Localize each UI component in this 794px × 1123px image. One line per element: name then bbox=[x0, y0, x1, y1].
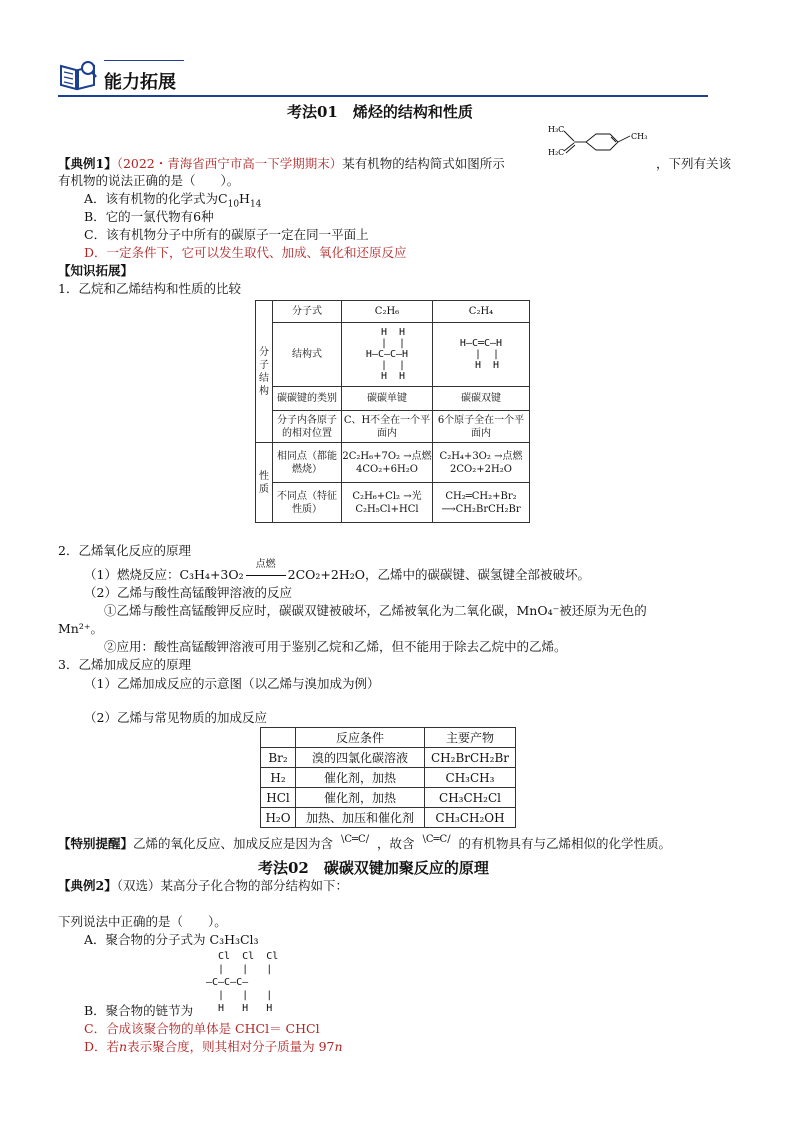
cell: CH₂BrCH₂Br bbox=[425, 748, 516, 768]
double-bond-glyph: \C═C/ bbox=[341, 834, 370, 845]
table-row bbox=[261, 808, 516, 828]
knowledge-item-2: 2．乙烯氧化反应的原理 bbox=[58, 543, 191, 558]
cell: HCl bbox=[261, 788, 296, 808]
cell: H₂O bbox=[261, 808, 296, 828]
ethane-structure: H H | | H—C—C—H | | H H bbox=[342, 323, 433, 387]
cell: Br₂ bbox=[261, 748, 296, 768]
tip-text-1: 乙烯的氧化反应、加成反应是因为含 bbox=[133, 836, 334, 851]
option-a-pre: A．该有机物的化学式为C bbox=[84, 191, 228, 206]
tip-label: 【特别提醒】 bbox=[58, 836, 134, 851]
cell: 溴的四氯化碳溶液 bbox=[296, 748, 425, 768]
cell: 6个原子全在一个平面内 bbox=[433, 411, 530, 443]
section-2-title: 考法02 碳碳双键加聚反应的原理 bbox=[258, 859, 489, 877]
cell: CH₃CH₂Cl bbox=[425, 788, 516, 808]
row-head: 结构式 bbox=[273, 323, 342, 387]
cell: CH₃CH₃ bbox=[425, 768, 516, 788]
header-top-rule bbox=[104, 60, 184, 61]
knowledge-item-3: 3．乙烯加成反应的原理 bbox=[58, 657, 191, 672]
item-2-2a: ①乙烯与酸性高锰酸钾反应时，碳碳双键被破坏，乙烯被氧化为二氧化碳，MnO₄⁻被还原为无色的 bbox=[104, 603, 647, 618]
cell: 2C₂H₆+7O₂ →点燃 4CO₂+6H₂O bbox=[342, 443, 433, 483]
example-1-line2: 有机物的说法正确的是（ ）。 bbox=[58, 173, 240, 188]
mol-h2c: H₂C bbox=[548, 148, 565, 157]
example-2-question: 下列说法中正确的是（ ）。 bbox=[58, 914, 227, 929]
cell: 加热、加压和催化剂 bbox=[296, 808, 425, 828]
example-2-label: 【典例2】 bbox=[58, 878, 117, 893]
row-head: 分子式 bbox=[273, 301, 342, 323]
mol-ch3: CH₃ bbox=[631, 132, 648, 141]
double-bond-glyph: \C═C/ bbox=[422, 834, 451, 845]
option-c: C．该有机物分子中所有的碳原子一定在同一平面上 bbox=[84, 227, 369, 242]
special-tip bbox=[58, 836, 671, 854]
molecule-structure bbox=[548, 122, 658, 160]
knowledge-item-1: 1．乙烷和乙烯结构和性质的比较 bbox=[58, 281, 241, 296]
example-1-line bbox=[58, 156, 505, 172]
row-head: 碳碳键的类别 bbox=[273, 387, 342, 411]
item-2-2a-tail: Mn²⁺。 bbox=[58, 621, 103, 636]
cell: CH₂═CH₂+Br₂ ⟶CH₂BrCH₂Br bbox=[433, 483, 530, 523]
example-1-label: 【典例1】 bbox=[58, 156, 117, 171]
header-logo bbox=[58, 58, 98, 92]
option-a-sub1: 10 bbox=[227, 199, 240, 210]
row-head: 相同点（都能燃烧） bbox=[273, 443, 342, 483]
option-2a: A．聚合物的分子式为 C₃H₃Cl₃ bbox=[84, 932, 259, 947]
item-3-2: （2）乙烯与常见物质的加成反应 bbox=[84, 710, 267, 725]
row-head: 不同点（特征性质） bbox=[273, 483, 342, 523]
cell: C₂H₆ bbox=[342, 301, 433, 323]
table-row bbox=[261, 768, 516, 788]
row-head: 分子内各原子的相对位置 bbox=[273, 411, 342, 443]
option-d: D．一定条件下，它可以发生取代、加成、氧化和还原反应 bbox=[84, 245, 407, 260]
cell: H₂ bbox=[261, 768, 296, 788]
cell: C₂H₄+3O₂ →点燃 2CO₂+2H₂O bbox=[433, 443, 530, 483]
addition-table bbox=[260, 727, 516, 828]
item-2-1-pre: （1）燃烧反应：C₃H₄+3O₂ bbox=[84, 567, 244, 582]
comparison-table bbox=[255, 300, 530, 523]
item-2-1 bbox=[84, 559, 591, 583]
option-b: B．它的一氯代物有6种 bbox=[84, 209, 214, 224]
item-2-2b: ②应用：酸性高锰酸钾溶液可用于鉴别乙烷和乙烯，但不能用于除去乙烷中的乙烯。 bbox=[104, 639, 567, 654]
cell: 催化剂，加热 bbox=[296, 768, 425, 788]
option-2b: B．聚合物的链节为 bbox=[84, 1003, 194, 1018]
knowledge-label: 【知识拓展】 bbox=[58, 263, 134, 278]
header-rule bbox=[58, 95, 708, 97]
option-2d-pre: D．若 bbox=[84, 1039, 120, 1054]
option-a-sub2: 14 bbox=[249, 199, 262, 210]
cell: C、H不全在一个平面内 bbox=[342, 411, 433, 443]
example-1-source: （2022・青海省西宁市高一下学期期末） bbox=[116, 156, 343, 171]
option-2d bbox=[84, 1039, 343, 1055]
example-1-text: 某有机物的结构简式如图所示 bbox=[342, 156, 505, 171]
option-a-mid: H bbox=[239, 191, 250, 206]
option-2d-n: n bbox=[119, 1039, 128, 1054]
example-1-tail: ，下列有关该 bbox=[656, 156, 732, 171]
example-2-text: （双选）某高分子化合物的部分结构如下： bbox=[116, 878, 348, 893]
cell: 催化剂，加热 bbox=[296, 788, 425, 808]
mol-h3c: H₃C bbox=[548, 125, 565, 134]
polymer-chain-unit: Cl Cl Cl | | | —C—C—C— | | | H H H bbox=[206, 951, 279, 1014]
example-2-line bbox=[58, 878, 348, 894]
tip-text-2: ，故含 bbox=[377, 836, 415, 851]
header-title: 能力拓展 bbox=[104, 72, 176, 93]
table-row bbox=[261, 748, 516, 768]
table-row bbox=[261, 788, 516, 808]
ethylene-structure: H—C═C—H | | H H bbox=[433, 323, 530, 387]
header-cell: 主要产物 bbox=[425, 728, 516, 748]
cell: 碳碳双键 bbox=[433, 387, 530, 411]
section-1-title: 考法01 烯烃的结构和性质 bbox=[287, 103, 473, 121]
cell: C₂H₄ bbox=[433, 301, 530, 323]
header-cell: 反应条件 bbox=[296, 728, 425, 748]
item-2-1-post: 2CO₂+2H₂O，乙烯中的碳碳键、碳氢键全部被破坏。 bbox=[287, 567, 591, 582]
reaction-condition: 点燃 bbox=[255, 559, 276, 570]
option-2d-n2: n bbox=[334, 1039, 343, 1054]
tip-text-3: 的有机物具有与乙烯相似的化学性质。 bbox=[458, 836, 672, 851]
cell: 碳碳单键 bbox=[342, 387, 433, 411]
item-2-2: （2）乙烯与酸性高锰酸钾溶液的反应 bbox=[84, 585, 292, 600]
option-2c: C．合成该聚合物的单体是 CHCl＝ CHCl bbox=[84, 1021, 320, 1036]
cell: C₂H₆+Cl₂ →光 C₂H₅Cl+HCl bbox=[342, 483, 433, 523]
option-2d-mid: 表示聚合度，则其相对分子质量为 97 bbox=[127, 1039, 335, 1054]
group-struct: 分子结构 bbox=[256, 301, 273, 443]
item-3-1: （1）乙烯加成反应的示意图（以乙烯与溴加成为例） bbox=[84, 676, 380, 691]
header-cell bbox=[261, 728, 296, 748]
group-prop: 性质 bbox=[256, 443, 273, 523]
book-icon bbox=[58, 58, 98, 92]
cell: CH₃CH₂OH bbox=[425, 808, 516, 828]
